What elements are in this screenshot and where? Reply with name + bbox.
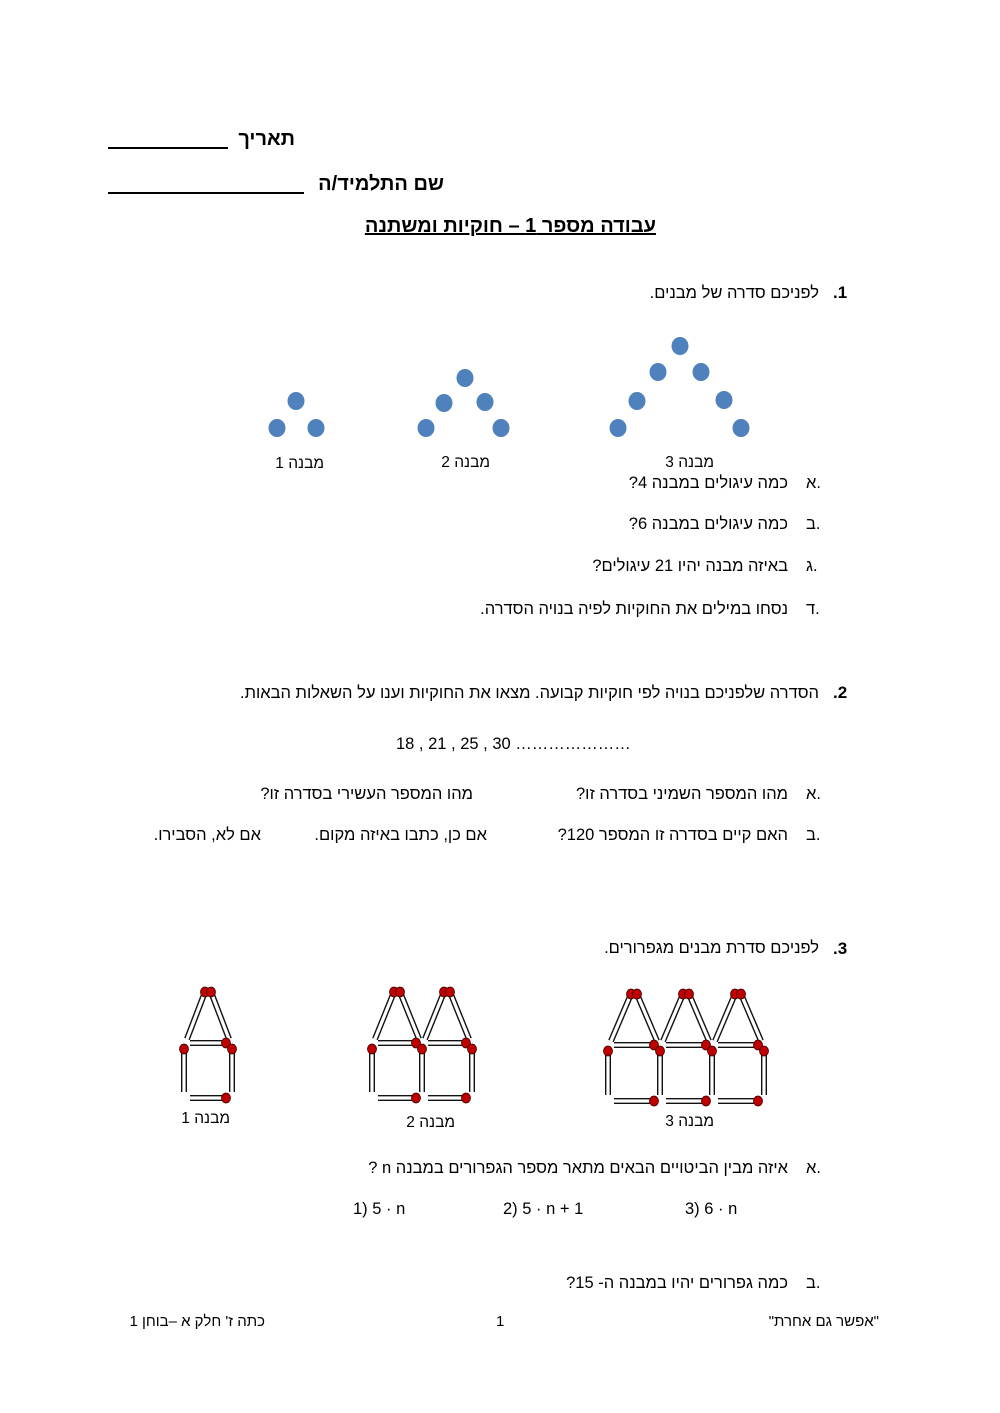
- q3-option-3: 3) 6 · n: [685, 1200, 738, 1218]
- dot-1: [288, 392, 305, 410]
- match-head: [462, 1093, 471, 1103]
- dot-2: [493, 419, 510, 437]
- q3-number: .3: [833, 939, 848, 958]
- match-head: [368, 1044, 377, 1054]
- dot-3: [610, 419, 627, 437]
- matchstick: [614, 1040, 659, 1050]
- match-head: [207, 987, 216, 997]
- match-head: [180, 1044, 189, 1054]
- footer-page-number: 1: [496, 1313, 505, 1330]
- q3b-text: כמה גפרורים יהיו במבנה ה- 15?: [566, 1274, 788, 1292]
- matchstick: [446, 987, 470, 1039]
- matchstick: [685, 989, 710, 1041]
- q3-caption-3: מבנה 3: [665, 1113, 714, 1130]
- match-head: [760, 1046, 769, 1056]
- q2b-text-1: האם קיים בסדרה זו המספר 120?: [557, 826, 788, 844]
- q2-number: .2: [833, 683, 848, 702]
- date-label: תאריך: [238, 128, 295, 150]
- matchstick: [718, 1040, 763, 1050]
- q3-intro: לפניכם סדרת מבנים מגפרורים.: [604, 939, 819, 957]
- q1c-letter: ג.: [806, 557, 818, 575]
- matchstick: [396, 987, 420, 1039]
- q3-option-2: 2) 5 · n + 1: [503, 1200, 584, 1218]
- match-head: [468, 1044, 477, 1054]
- q3-caption-1: מבנה 1: [181, 1110, 230, 1127]
- q1-caption-1: מבנה 1: [275, 455, 324, 472]
- dot-2: [418, 419, 435, 437]
- dot-3: [733, 419, 750, 437]
- match-figures: [180, 987, 769, 1106]
- dot-1: [269, 419, 286, 437]
- q2a-text-2: מהו המספר העשירי בסדרה זו?: [260, 785, 473, 803]
- match-head: [650, 1096, 659, 1106]
- dot-3: [693, 363, 710, 381]
- q1a-text: כמה עיגולים במבנה 4?: [628, 474, 788, 492]
- q2-sequence: 18 , 21 , 25 , 30 …………………: [396, 735, 631, 753]
- student-name-label: שם התלמיד/ה: [318, 173, 444, 195]
- q3b-letter: ב.: [806, 1274, 821, 1292]
- match-head: [708, 1046, 717, 1056]
- q1b-text: כמה עיגולים במבנה 6?: [628, 515, 788, 533]
- matchstick: [468, 1044, 477, 1092]
- q3a-text: איזה מבין הביטויים הבאים מתאר מספר הגפרורים במבנה n ?: [368, 1159, 788, 1177]
- q1-intro: לפניכם סדרה של מבנים.: [649, 284, 819, 302]
- dot-2: [457, 369, 474, 387]
- dot-2: [436, 394, 453, 412]
- dot-2: [477, 393, 494, 411]
- q1-number: .1: [833, 283, 848, 302]
- matchstick: [378, 1093, 421, 1103]
- q1d-letter: ד.: [806, 600, 820, 618]
- match-head: [656, 1046, 665, 1056]
- q2a-letter: א.: [806, 785, 821, 803]
- matchstick: [663, 989, 688, 1041]
- q1b-letter: ב.: [806, 515, 821, 533]
- dot-figures: [269, 337, 750, 437]
- q2b-text-2: אם כן, כתבו באיזה מקום.: [314, 826, 487, 844]
- page-title: עבודה מספר 1 – חוקיות ומשתנה: [364, 215, 656, 237]
- matchstick: [614, 1096, 659, 1106]
- match-head: [604, 1046, 613, 1056]
- q3-caption-2: מבנה 2: [406, 1114, 455, 1131]
- match-head: [396, 987, 405, 997]
- matchstick: [190, 1093, 231, 1103]
- matchstick: [718, 1096, 763, 1106]
- matchstick: [190, 1038, 231, 1048]
- matchstick: [418, 1044, 427, 1092]
- footer-left: כתה ז' חלק א –בוחן 1: [129, 1313, 265, 1330]
- matchstick: [428, 1038, 471, 1048]
- matchstick: [207, 987, 230, 1039]
- q2a-text-1: מהו המספר השמיני בסדרה זו?: [576, 785, 788, 803]
- q2-intro: הסדרה שלפניכם בנויה לפי חוקיות קבועה. מצאו את החוקיות וענו על השאלות הבאות.: [240, 684, 819, 702]
- match-head: [702, 1096, 711, 1106]
- dot-3: [672, 337, 689, 355]
- matchstick: [656, 1046, 665, 1095]
- match-head: [228, 1044, 237, 1054]
- matchstick: [604, 1046, 613, 1095]
- q2b-letter: ב.: [806, 826, 821, 844]
- dot-3: [716, 391, 733, 409]
- matchstick: [611, 989, 636, 1041]
- q3a-letter: א.: [806, 1159, 821, 1177]
- q2b-text-3: אם לא, הסבירו.: [153, 826, 261, 844]
- match-head: [633, 989, 642, 999]
- matchstick: [760, 1046, 769, 1095]
- matchstick: [180, 1044, 189, 1092]
- matchstick: [368, 1044, 377, 1092]
- q1c-text: באיזה מבנה יהיו 21 עיגולים?: [592, 557, 788, 575]
- match-head: [418, 1044, 427, 1054]
- matchstick: [666, 1040, 711, 1050]
- dot-3: [650, 363, 667, 381]
- q1-caption-2: מבנה 2: [441, 454, 490, 471]
- dot-1: [308, 419, 325, 437]
- matchstick: [228, 1044, 237, 1092]
- footer-right: "אפשר גם אחרת": [768, 1313, 879, 1330]
- matchstick: [666, 1096, 711, 1106]
- match-head: [412, 1093, 421, 1103]
- matchstick: [737, 989, 762, 1041]
- match-head: [446, 987, 455, 997]
- q3-option-1: 1) 5 · n: [353, 1200, 406, 1218]
- dot-3: [629, 392, 646, 410]
- match-head: [737, 989, 746, 999]
- matchstick: [375, 987, 399, 1039]
- matchstick: [425, 987, 449, 1039]
- match-head: [222, 1093, 231, 1103]
- matchstick: [715, 989, 740, 1041]
- q1a-letter: א.: [806, 474, 821, 492]
- q1d-text: נסחו במילים את החוקיות לפיה בנויה הסדרה.: [480, 600, 788, 618]
- q1-caption-3: מבנה 3: [665, 454, 714, 471]
- match-head: [754, 1096, 763, 1106]
- matchstick: [428, 1093, 471, 1103]
- matchstick: [633, 989, 658, 1041]
- matchstick: [708, 1046, 717, 1095]
- match-head: [685, 989, 694, 999]
- matchstick: [187, 987, 210, 1039]
- matchstick: [378, 1038, 421, 1048]
